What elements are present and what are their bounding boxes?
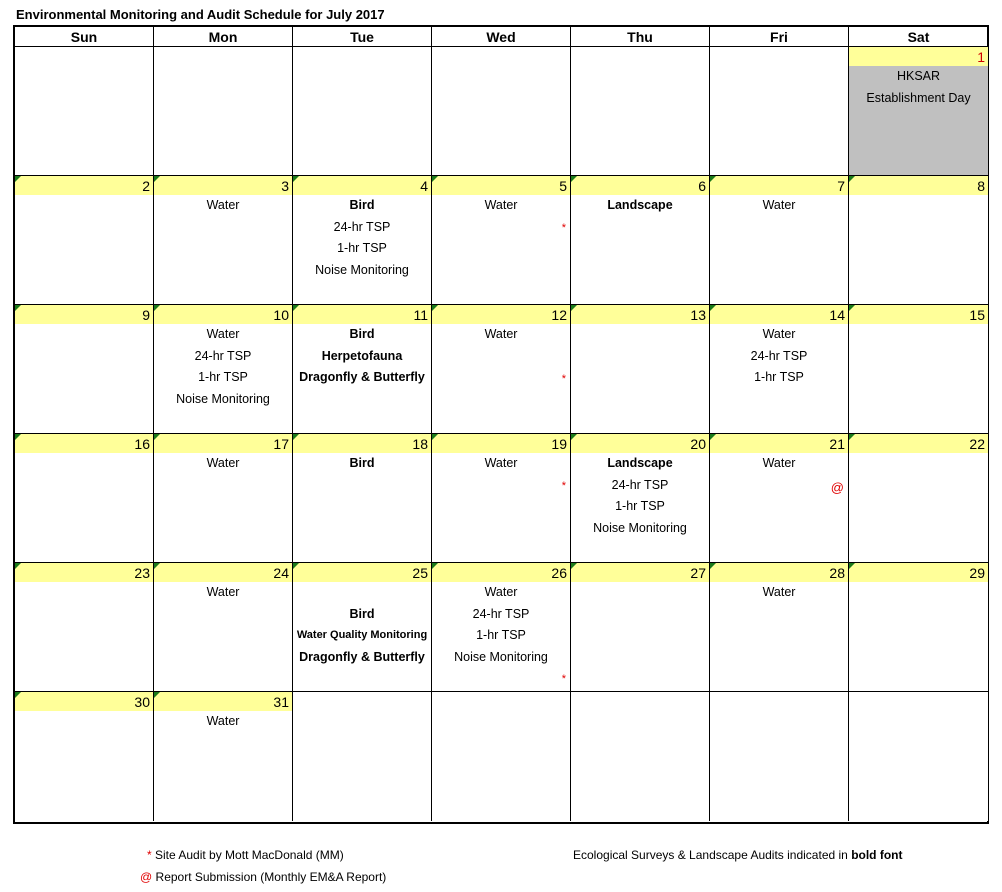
day-cell-29 xyxy=(849,563,988,692)
schedule-items xyxy=(154,453,292,475)
day-number: 25 xyxy=(412,565,428,581)
schedule-item: 24-hr TSP xyxy=(750,348,808,363)
corner-marker-icon xyxy=(710,176,716,182)
empty-day-cell xyxy=(849,692,988,821)
corner-marker-icon xyxy=(15,692,21,698)
empty-day-cell xyxy=(293,692,432,821)
date-bar xyxy=(15,563,153,582)
schedule-items xyxy=(154,324,292,410)
day-cell-3 xyxy=(154,176,293,305)
weekday-sat: Sat xyxy=(907,29,930,45)
schedule-item: Dragonfly & Butterfly xyxy=(299,370,425,384)
schedule-item: 1-hr TSP xyxy=(337,241,387,255)
day-cell-8 xyxy=(849,176,988,305)
day-cell-18 xyxy=(293,434,432,563)
empty-day-cell xyxy=(15,47,154,176)
day-number: 16 xyxy=(134,436,150,452)
day-number: 9 xyxy=(142,307,150,323)
day-cell-6 xyxy=(571,176,710,305)
day-cell-31 xyxy=(154,692,293,821)
empty-day-cell xyxy=(710,47,849,176)
date-bar xyxy=(154,692,292,711)
corner-marker-icon xyxy=(15,434,21,440)
report-submission-symbol: @ xyxy=(140,870,153,884)
corner-marker-icon xyxy=(432,305,438,311)
corner-marker-icon xyxy=(571,434,577,440)
schedule-items xyxy=(710,453,848,475)
corner-marker-icon xyxy=(293,176,299,182)
schedule-item: 24-hr TSP xyxy=(333,219,391,234)
corner-marker-icon xyxy=(293,434,299,440)
date-bar xyxy=(293,563,431,582)
corner-marker-icon xyxy=(571,305,577,311)
day-cell-30 xyxy=(15,692,154,821)
schedule-item: Landscape xyxy=(607,456,673,470)
corner-marker-icon xyxy=(154,563,160,569)
schedule-items xyxy=(154,582,292,604)
schedule-items xyxy=(293,195,431,281)
date-bar xyxy=(710,176,848,195)
date-bar xyxy=(849,563,988,582)
corner-marker-icon xyxy=(849,563,855,569)
weekday-sun: Sun xyxy=(15,27,154,46)
day-cell-10 xyxy=(154,305,293,434)
corner-marker-icon xyxy=(432,563,438,569)
empty-day-cell xyxy=(710,692,849,821)
date-bar xyxy=(293,176,431,195)
schedule-item: Water xyxy=(206,714,240,728)
date-bar xyxy=(15,434,153,453)
weekday-tue: Tue xyxy=(293,27,432,46)
schedule-item: Landscape xyxy=(607,198,673,212)
schedule-item: Dragonfly & Butterfly xyxy=(299,649,425,664)
day-number: 13 xyxy=(690,307,706,323)
site-audit-label: Site Audit by Mott MacDonald (MM) xyxy=(155,848,344,862)
legend-ecological xyxy=(573,848,903,862)
schedule-item: HKSAR xyxy=(896,69,941,83)
schedule-item xyxy=(293,582,431,604)
schedule-item: Noise Monitoring xyxy=(315,262,409,277)
date-bar xyxy=(293,434,431,453)
corner-marker-icon xyxy=(849,305,855,311)
corner-marker-icon xyxy=(154,692,160,698)
corner-marker-icon xyxy=(710,305,716,311)
schedule-item: Bird xyxy=(349,198,375,212)
schedule-item: 1-hr TSP xyxy=(198,370,248,384)
date-bar xyxy=(571,305,709,324)
day-cell-5 xyxy=(432,176,571,305)
weekday-fri: Fri xyxy=(710,27,849,46)
day-cell-4 xyxy=(293,176,432,305)
date-bar xyxy=(154,176,292,195)
empty-day-cell xyxy=(293,47,432,176)
schedule-item: Water xyxy=(484,585,518,599)
empty-day-cell xyxy=(432,47,571,176)
day-number: 18 xyxy=(412,436,428,452)
day-number: 28 xyxy=(829,565,845,581)
day-cell-27 xyxy=(571,563,710,692)
date-bar xyxy=(15,176,153,195)
day-number: 21 xyxy=(829,436,845,452)
schedule-item: Bird xyxy=(349,327,375,341)
day-cell-7 xyxy=(710,176,849,305)
schedule-item: Herpetofauna xyxy=(321,348,403,363)
schedule-item: Noise Monitoring xyxy=(593,520,687,535)
day-number: 3 xyxy=(281,178,289,194)
schedule-item: Water Quality Monitoring xyxy=(296,629,428,641)
day-cell-28 xyxy=(710,563,849,692)
corner-marker-icon xyxy=(571,563,577,569)
corner-marker-icon xyxy=(849,176,855,182)
schedule-item: Water xyxy=(762,585,796,599)
day-number: 19 xyxy=(551,436,567,452)
schedule-items xyxy=(293,324,431,389)
schedule-items xyxy=(432,324,570,346)
date-bar xyxy=(571,434,709,453)
site-audit-symbol: * xyxy=(147,848,152,862)
weekday-mon: Mon xyxy=(154,27,293,46)
schedule-item: Water xyxy=(206,198,240,212)
schedule-item: Water xyxy=(206,327,240,341)
date-bar xyxy=(432,434,570,453)
date-bar xyxy=(849,305,988,324)
schedule-item: Bird xyxy=(349,456,375,470)
day-cell-11 xyxy=(293,305,432,434)
corner-marker-icon xyxy=(432,176,438,182)
corner-marker-icon xyxy=(154,434,160,440)
schedule-items xyxy=(849,66,988,109)
schedule-item: Bird xyxy=(349,606,375,621)
schedule-items xyxy=(432,195,570,217)
schedule-item: 1-hr TSP xyxy=(754,370,804,384)
date-bar xyxy=(710,434,848,453)
corner-marker-icon xyxy=(432,434,438,440)
empty-day-cell xyxy=(154,47,293,176)
schedule-items xyxy=(154,195,292,217)
day-cell-9 xyxy=(15,305,154,434)
day-cell-22 xyxy=(849,434,988,563)
schedule-items xyxy=(710,324,848,389)
weekday-wed: Wed xyxy=(432,27,571,46)
day-number: 27 xyxy=(690,565,706,581)
corner-marker-icon xyxy=(710,563,716,569)
day-number: 22 xyxy=(969,436,985,452)
schedule-item: Water xyxy=(762,456,796,470)
date-bar xyxy=(15,692,153,711)
day-number: 29 xyxy=(969,565,985,581)
schedule-item: 24-hr TSP xyxy=(472,606,530,621)
schedule-item: Water xyxy=(762,327,796,341)
day-number: 11 xyxy=(413,307,428,323)
date-bar xyxy=(154,305,292,324)
schedule-item: Water xyxy=(206,456,240,470)
empty-day-cell xyxy=(571,692,710,821)
day-number: 24 xyxy=(273,565,289,581)
day-cell-20 xyxy=(571,434,710,563)
schedule-item: 1-hr TSP xyxy=(476,628,526,642)
day-number: 12 xyxy=(551,307,567,323)
schedule-items xyxy=(710,195,848,217)
date-bar xyxy=(571,563,709,582)
date-bar xyxy=(710,305,848,324)
day-cell-19 xyxy=(432,434,571,563)
day-number: 20 xyxy=(690,436,706,452)
date-bar xyxy=(849,434,988,453)
day-cell-1 xyxy=(849,47,988,176)
schedule-item: Water xyxy=(484,327,518,341)
day-cell-13 xyxy=(571,305,710,434)
schedule-item: Water xyxy=(484,456,518,470)
schedule-items xyxy=(293,582,431,668)
site-audit-marker: * xyxy=(561,222,566,234)
corner-marker-icon xyxy=(571,176,577,182)
day-cell-17 xyxy=(154,434,293,563)
day-cell-12 xyxy=(432,305,571,434)
report-submission-marker: @ xyxy=(830,480,844,495)
site-audit-marker: * xyxy=(561,673,566,685)
empty-day-cell xyxy=(432,692,571,821)
schedule-items xyxy=(293,453,431,475)
corner-marker-icon xyxy=(849,434,855,440)
bold-font-label: bold font xyxy=(851,848,903,862)
date-bar xyxy=(849,47,988,66)
corner-marker-icon xyxy=(293,305,299,311)
schedule-item: Water xyxy=(762,198,796,212)
schedule-items xyxy=(571,453,709,539)
day-cell-23 xyxy=(15,563,154,692)
schedule-item: Noise Monitoring xyxy=(454,649,548,664)
date-bar xyxy=(571,176,709,195)
schedule-items xyxy=(432,582,570,668)
corner-marker-icon xyxy=(154,176,160,182)
site-audit-marker: * xyxy=(561,480,566,492)
day-number: 30 xyxy=(134,694,150,710)
schedule-items xyxy=(710,582,848,604)
day-cell-26 xyxy=(432,563,571,692)
day-cell-21 xyxy=(710,434,849,563)
site-audit-marker: * xyxy=(561,373,566,385)
schedule-item: Establishment Day xyxy=(866,90,971,105)
day-cell-25 xyxy=(293,563,432,692)
schedule-items xyxy=(571,195,709,217)
schedule-item: Noise Monitoring xyxy=(176,391,270,406)
day-number: 17 xyxy=(273,436,289,452)
schedule-item: 24-hr TSP xyxy=(611,477,669,492)
day-number: 8 xyxy=(977,178,985,194)
day-number: 4 xyxy=(420,178,428,194)
empty-day-cell xyxy=(571,47,710,176)
schedule-item: Water xyxy=(206,585,240,599)
ecological-label: Ecological Surveys & Landscape Audits indicated in xyxy=(573,848,848,862)
date-bar xyxy=(15,305,153,324)
day-number: 1 xyxy=(977,49,985,65)
day-number: 6 xyxy=(698,178,706,194)
date-bar xyxy=(432,305,570,324)
corner-marker-icon xyxy=(15,176,21,182)
day-cell-14 xyxy=(710,305,849,434)
date-bar xyxy=(154,434,292,453)
schedule-items xyxy=(154,711,292,733)
date-bar xyxy=(154,563,292,582)
corner-marker-icon xyxy=(293,563,299,569)
corner-marker-icon xyxy=(710,434,716,440)
legend-report-submission xyxy=(140,870,386,884)
day-cell-2 xyxy=(15,176,154,305)
date-bar xyxy=(849,176,988,195)
day-cell-15 xyxy=(849,305,988,434)
corner-marker-icon xyxy=(154,305,160,311)
date-bar xyxy=(432,563,570,582)
day-number: 26 xyxy=(551,565,567,581)
day-number: 31 xyxy=(273,694,289,710)
report-submission-label: Report Submission (Monthly EM&A Report) xyxy=(155,870,387,884)
day-number: 2 xyxy=(142,178,150,194)
schedule-item: Water xyxy=(484,198,518,212)
weekday-thu: Thu xyxy=(571,27,710,46)
page-title: Environmental Monitoring and Audit Schedule for July 2017 xyxy=(16,7,385,22)
date-bar xyxy=(710,563,848,582)
day-number: 15 xyxy=(969,307,985,323)
day-cell-24 xyxy=(154,563,293,692)
corner-marker-icon xyxy=(15,305,21,311)
calendar xyxy=(13,25,989,824)
day-cell-16 xyxy=(15,434,154,563)
day-number: 14 xyxy=(829,307,845,323)
weekday-header xyxy=(15,27,988,47)
day-number: 7 xyxy=(837,178,845,194)
legend-site-audit xyxy=(147,848,344,862)
schedule-items xyxy=(432,453,570,475)
date-bar xyxy=(293,305,431,324)
date-bar xyxy=(432,176,570,195)
schedule-item: 1-hr TSP xyxy=(615,499,665,513)
schedule-item: 24-hr TSP xyxy=(194,348,252,363)
day-number: 5 xyxy=(559,178,567,194)
day-number: 23 xyxy=(134,565,150,581)
corner-marker-icon xyxy=(15,563,21,569)
day-number: 10 xyxy=(273,307,289,323)
